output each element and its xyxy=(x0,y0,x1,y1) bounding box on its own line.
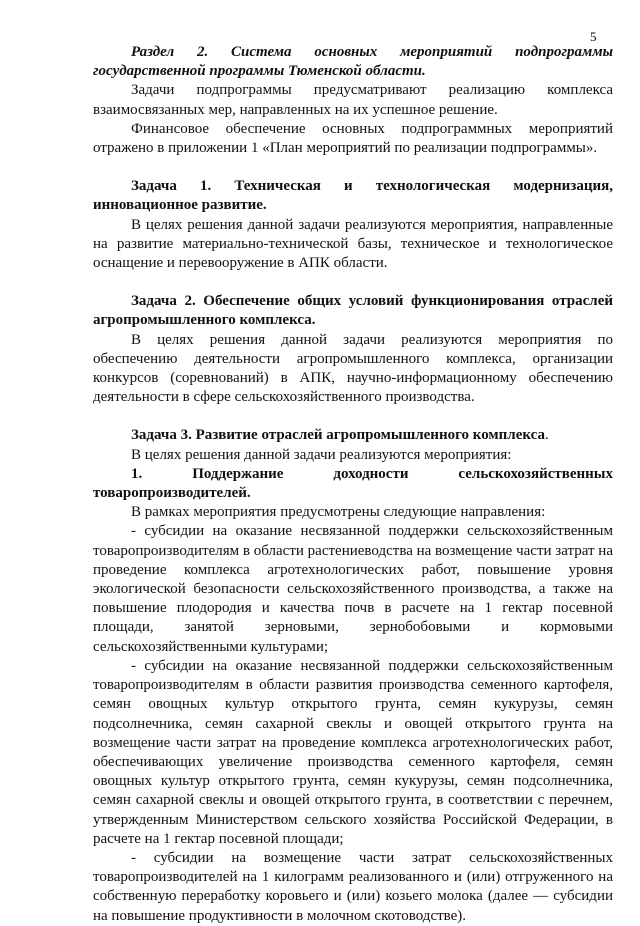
task1-text: В целях решения данной задачи реализуются мероприятия, направленные на развитие материально-технической базы, техническое и технологическое оснащение и перевооружение в АПК области. xyxy=(93,216,613,272)
subsidy-bullet: - субсидии на оказание несвязанной поддержки сельскохозяйственным товаропроизводителям в области растениеводства на возмещение части затрат на проведение комплекса агротехнологических работ, повышение уровня экологической безопасности сельскохозяйственного производства, а также на повышение плодородия и качества почв в расчете на 1 гектар посевной площади, занятой зерновыми, зернобобовыми и кормовыми сельскохозяйственными культурами; xyxy=(93,523,613,655)
task3-title-line xyxy=(93,426,613,445)
subsidy-bullet: - субсидии на возмещение части затрат сельскохозяйственных товаропроизводителей на 1 килограмм реализованного и (или) отгруженного на собственную переработку коровьего и (или) козьего молока (далее — субсидии на повышение продуктивности в молочном скотоводстве). xyxy=(93,849,613,924)
subsidy-bullet: - субсидии на оказание несвязанной поддержки сельскохозяйственным товаропроизводителям в области развития производства семенного картофеля, семян овощных культур открытого грунта, семян кукурузы, семян подсолнечника, семян сахарной свеклы и овощей открытого грунта на возмещение части затрат на проведение комплекса агротехнологических работ, обеспечивающих увеличение производства семенного картофеля, семян овощных культур открытого грунта, семян кукурузы, семян подсолнечника, семян сахарной свеклы и овощей открытого грунта, в соответствии с перечнем, утвержденным Министерством сельского хозяйства Российской Федерации, в расчете на 1 гектар посевной площади; xyxy=(93,657,613,847)
task2-title: Задача 2. Обеспечение общих условий функционирования отраслей агропромышленного комплекса. xyxy=(93,293,613,329)
intro-paragraph: Финансовое обеспечение основных подпрограммных мероприятий отражено в приложении 1 «План мероприятий по реализации подпрограммы». xyxy=(93,120,613,157)
task3-title-end: . xyxy=(544,427,549,444)
task3-item1-title: 1. Поддержание доходности сельскохозяйственных товаропроизводителей. xyxy=(93,465,613,502)
section-title: Раздел 2. Система основных мероприятий подпрограммы государственной программы Тюменской области. xyxy=(93,44,613,80)
page-content xyxy=(93,43,613,926)
task2-text: В целях решения данной задачи реализуются мероприятия по обеспечению деятельности агропромышленного комплекса, организации конкурсов (соревнований) в АПК, научно-информационному обеспечению деятельности в сфере сельскохозяйственного производства. xyxy=(93,331,613,406)
page-number: 5 xyxy=(590,29,597,44)
intro-paragraph: Задачи подпрограммы предусматривают реализацию комплекса взаимосвязанных мер, направленных на их успешное решение. xyxy=(93,82,613,118)
task3-lead: В целях решения данной задачи реализуются мероприятия: xyxy=(131,446,512,463)
task3-title: Задача 3. Развитие отраслей агропромышленного комплекса xyxy=(131,427,545,444)
task3-item1-lead: В рамках мероприятия предусмотрены следующие направления: xyxy=(131,504,546,521)
task1-title: Задача 1. Техническая и технологическая модернизация, инновационное развитие. xyxy=(93,178,613,214)
